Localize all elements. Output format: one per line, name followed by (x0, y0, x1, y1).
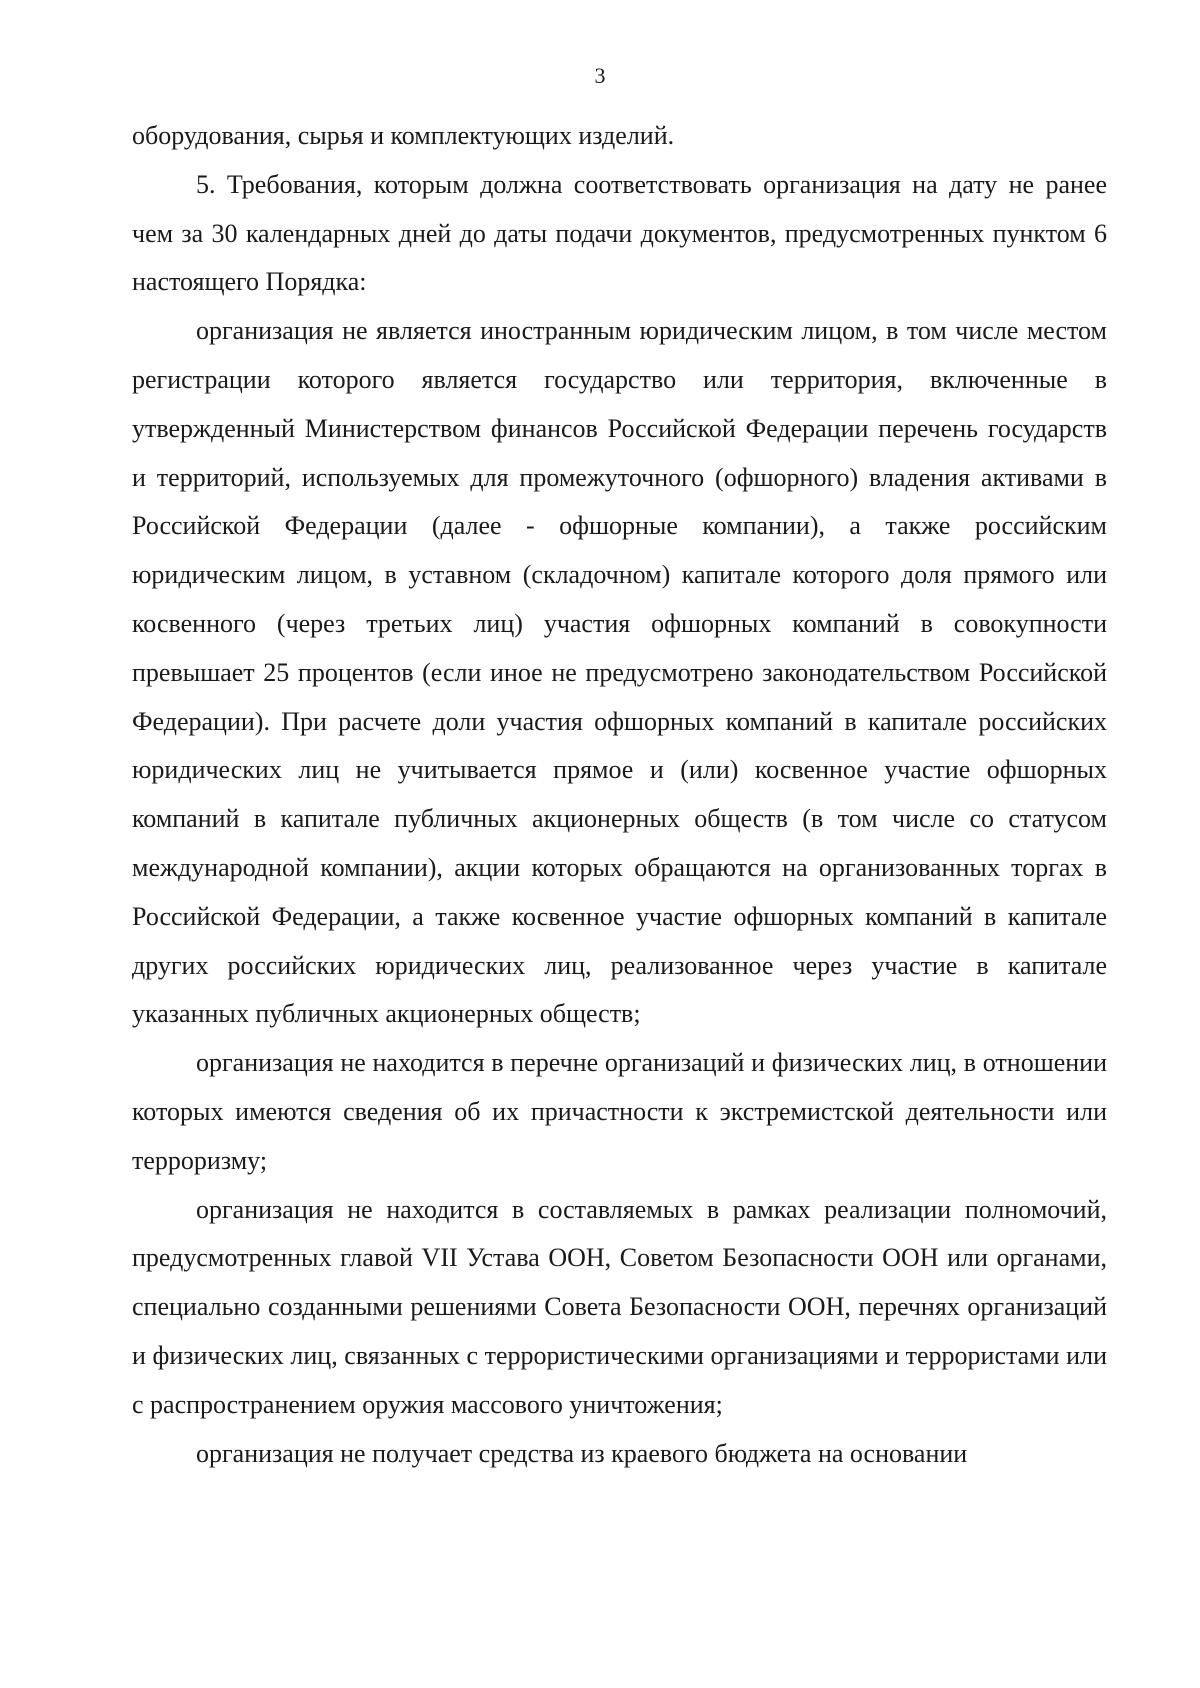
document-body (132, 112, 1107, 1478)
paragraph-item-5: 5. Требования, которым должна соответствовать организация на дату не ранее чем за 30 календарных дней до даты подачи документов, предусмотренных пунктом 6 настоящего Порядка: (132, 169, 1107, 297)
paragraph-continuation: оборудования, сырья и комплектующих изделий. (132, 121, 675, 150)
paragraph-un-lists-requirement: организация не находится в составляемых в рамках реализации полномочий, предусмотренных главой VII Устава ООН, Советом Безопасности ООН или органами, специально созданными решениями Совета Безопасности ООН, перечнях организаций и физических лиц, связанных с террористическими организациями и террористами или с распространением оружия массового уничтожения; (132, 1194, 1107, 1419)
paragraph-offshore-requirement: организация не является иностранным юридическим лицом, в том числе местом регистрации которого является государство или территория, включенные в утвержденный Министерством финансов Российской Федерации перечень государств и территорий, используемых для промежуточного (офшорного) владения активами в Российской Федерации (далее - офшорные компании), а также российским юридическим лицом, в уставном (складочном) капитале которого доля прямого или косвенного (через третьих лиц) участия офшорных компаний в совокупности превышает 25 процентов (если иное не предусмотрено законодательством Российской Федерации). При расчете доли участия офшорных компаний в капитале российских юридических лиц не учитывается прямое и (или) косвенное участие офшорных компаний в капитале публичных акционерных обществ (в том числе со статусом международной компании), акции которых обращаются на организованных торгах в Российской Федерации, а также косвенное участие офшорных компаний в капитале других российских юридических лиц, реализованное через участие в капитале указанных публичных акционерных обществ; (132, 316, 1107, 1029)
page-number: 3 (594, 63, 606, 88)
paragraph-budget-requirement: организация не получает средства из краевого бюджета на основании (196, 1438, 968, 1468)
paragraph-extremism-requirement: организация не находится в перечне организаций и физических лиц, в отношении которых имеются сведения об их причастности к экстремистской деятельности или терроризму; (132, 1048, 1107, 1175)
